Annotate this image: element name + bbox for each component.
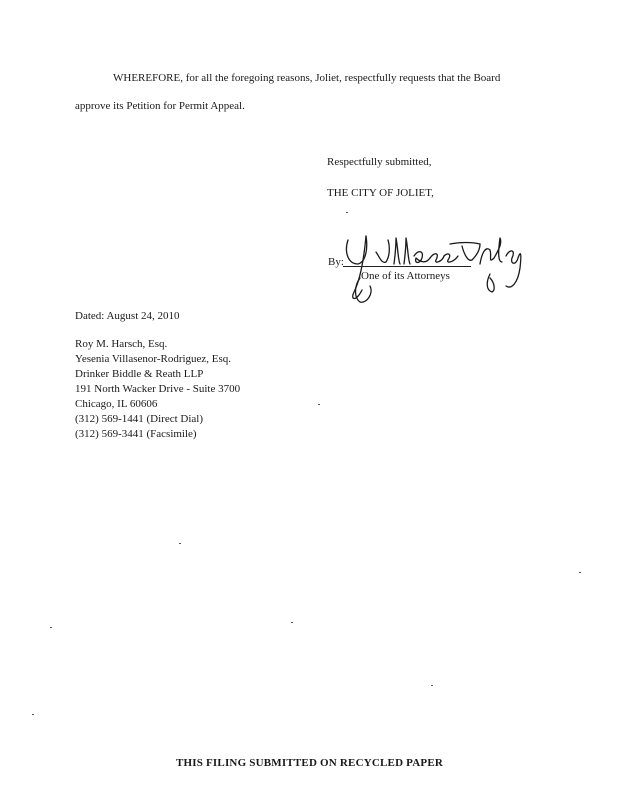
scan-speck bbox=[318, 404, 320, 405]
contact-line-direct-dial: (312) 569-1441 (Direct Dial) bbox=[75, 413, 203, 425]
signature-line bbox=[343, 266, 471, 267]
scan-speck bbox=[179, 543, 181, 544]
scan-speck bbox=[346, 212, 348, 213]
contact-line-firm: Drinker Biddle & Reath LLP bbox=[75, 368, 204, 380]
contact-line-facsimile: (312) 569-3441 (Facsimile) bbox=[75, 428, 197, 440]
signature-caption: One of its Attorneys bbox=[361, 270, 450, 282]
scan-speck bbox=[291, 622, 293, 623]
handwritten-signature bbox=[330, 228, 530, 308]
closing-text: Respectfully submitted, bbox=[327, 156, 432, 168]
scan-speck bbox=[431, 685, 433, 686]
scan-speck bbox=[579, 572, 581, 573]
contact-line-attorney-2: Yesenia Villasenor-Rodriguez, Esq. bbox=[75, 353, 232, 365]
scan-speck bbox=[50, 627, 52, 628]
by-label: By: bbox=[328, 256, 344, 268]
footer-recycled-paper: THIS FILING SUBMITTED ON RECYCLED PAPER bbox=[175, 757, 444, 769]
contact-line-city: Chicago, IL 60606 bbox=[75, 398, 158, 410]
organization-name: THE CITY OF JOLIET, bbox=[327, 187, 434, 199]
scan-speck bbox=[32, 714, 34, 715]
contact-line-street: 191 North Wacker Drive - Suite 3700 bbox=[75, 383, 241, 395]
paragraph-line-1: WHEREFORE, for all the foregoing reasons, Joliet, respectfully requests that the Board bbox=[113, 72, 501, 84]
paragraph-line-2: approve its Petition for Permit Appeal. bbox=[75, 100, 245, 112]
contact-line-attorney-1: Roy M. Harsch, Esq. bbox=[75, 338, 168, 350]
dated-line: Dated: August 24, 2010 bbox=[75, 310, 180, 322]
